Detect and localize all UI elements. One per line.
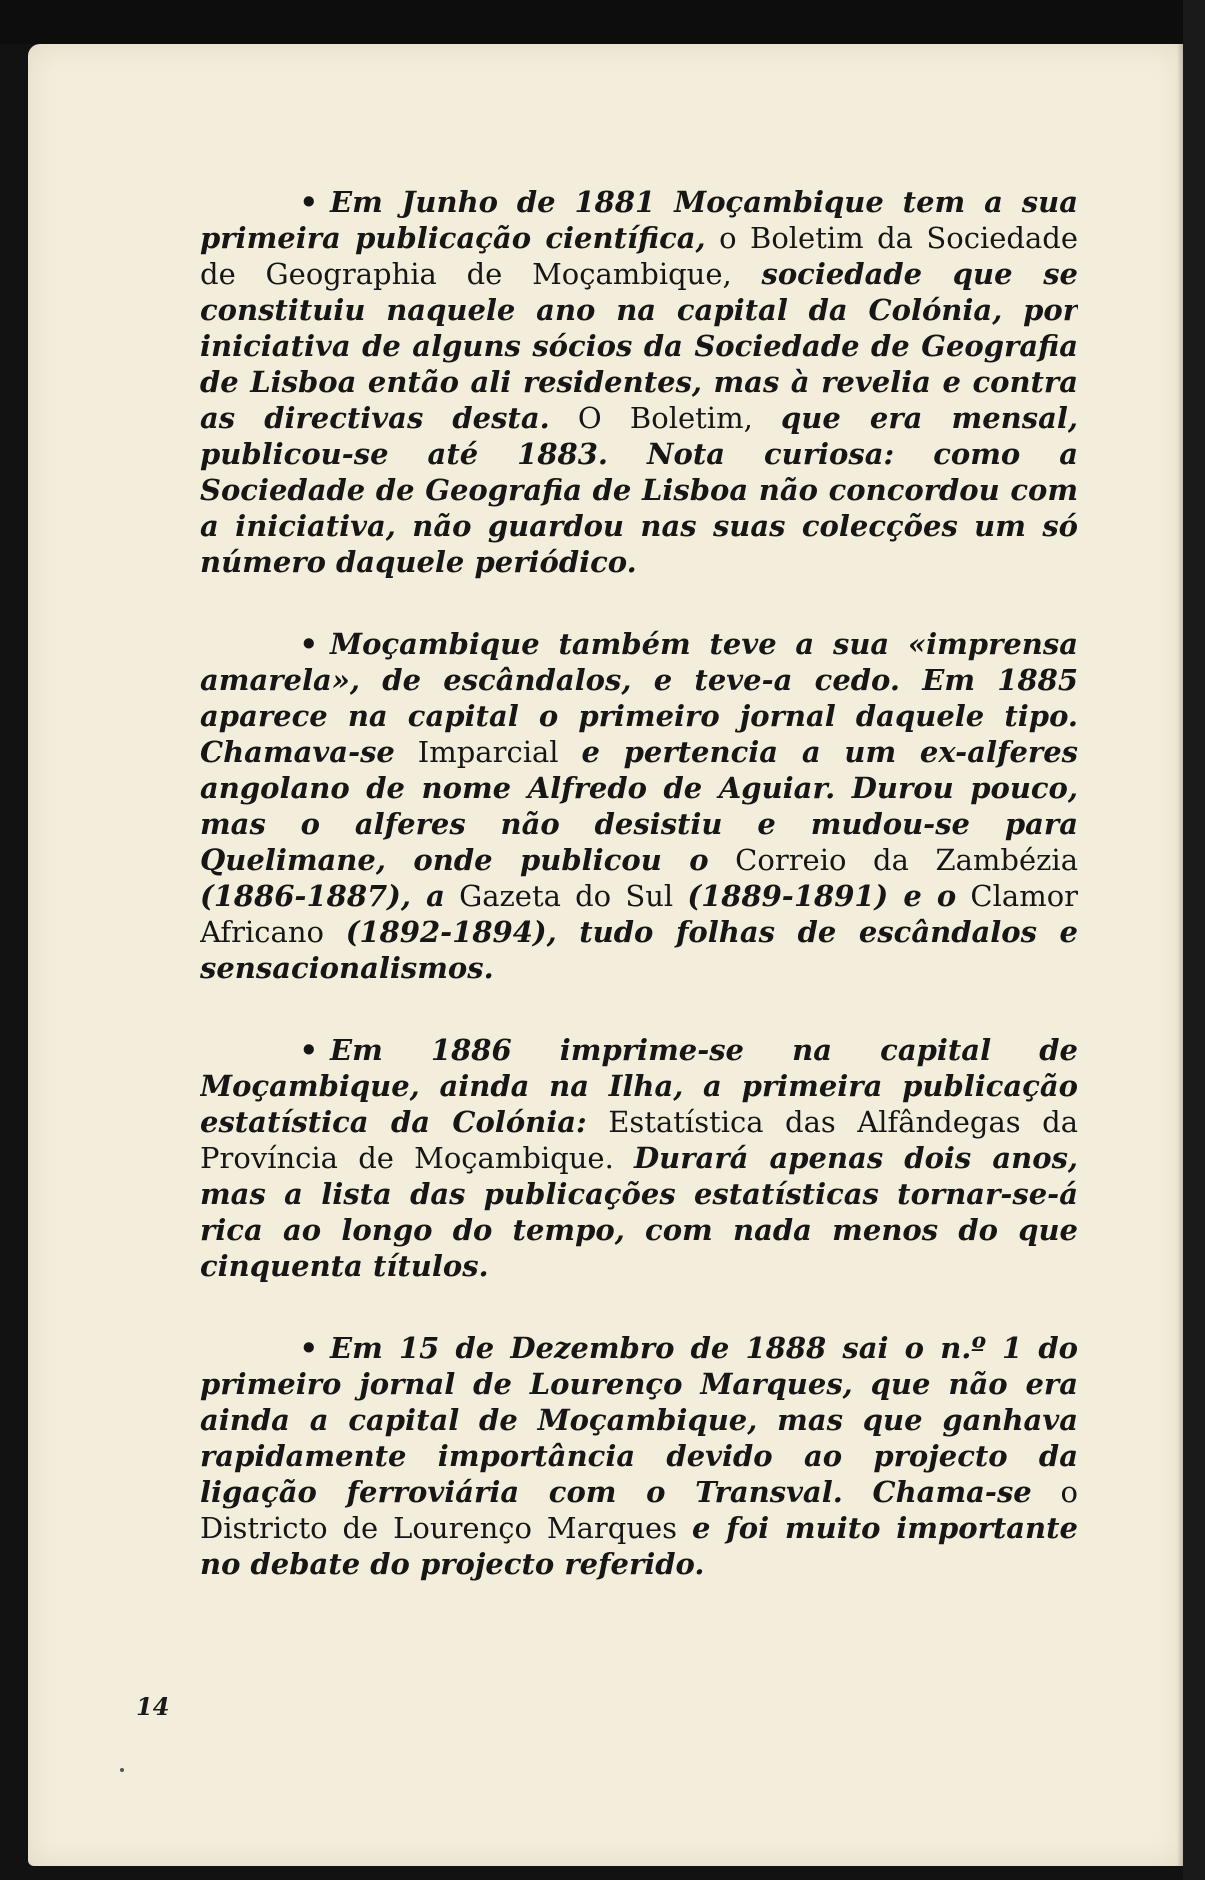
text-segment: Moçambique também teve a sua «imprensa amarela», de escândalos, e teve-a cedo. Em 1885 aparece na capital o primeiro jornal daquele tipo. Chamava-se: [200, 627, 1078, 769]
text-segment: Imparcial: [394, 735, 582, 769]
text-segment: Em 1886 imprime-se na capital de Moçambique, ainda na Ilha, a primeira publicação estatística da Colónia:: [200, 1033, 1078, 1139]
text-segment: (1892-1894), tudo folhas de escândalos e sensacionalismos.: [200, 915, 1078, 985]
bullet-icon: •: [299, 185, 318, 219]
paragraph-4: [200, 1330, 1078, 1582]
bullet-icon: •: [299, 627, 318, 661]
bullet-icon: •: [299, 1033, 318, 1067]
page-speck: [120, 1768, 124, 1772]
text-segment: (1886-1887), a: [200, 879, 445, 913]
text-segment: Gazeta do Sul: [444, 879, 688, 913]
book-page: [28, 44, 1183, 1866]
page-number: 14: [136, 1692, 170, 1721]
top-dark-border: [0, 0, 1205, 44]
text-segment: e pertencia a um ex-alferes angolano de nome Alfredo de Aguiar. Durou pouco, mas o alferes não desistiu e mudou-se para Quelimane, onde publicou o: [200, 735, 1078, 877]
text-segment: que era mensal, publicou-se até 1883. Nota curiosa: como a Sociedade de Geografia de Lisboa não concordou com a iniciativa, não guardou nas suas colecções um só número daquele periódico.: [200, 401, 1078, 579]
text-segment: Correio da Zambézia: [708, 843, 1078, 877]
paragraph-3: [200, 1032, 1078, 1284]
text-segment: Clamor Africano: [200, 879, 1078, 949]
paragraph-2: [200, 626, 1078, 986]
text-segment: Durará apenas dois anos, mas a lista das publicações estatísticas tornar-se-á rica ao longo do tempo, com nada menos do que cinquenta títulos.: [200, 1141, 1078, 1283]
body-text: [200, 184, 1078, 1684]
text-segment: Em 15 de Dezembro de 1888 sai o n.º 1 do primeiro jornal de Lourenço Marques, que não era ainda a capital de Moçambique, mas que ganhava rapidamente importância devido ao projecto da ligação ferroviária com o Transval. Chama-se: [200, 1331, 1078, 1509]
text-segment: o Districto de Lourenço Marques: [200, 1475, 1078, 1545]
text-segment: o Boletim da Sociedade de Geographia de Moçambique,: [200, 221, 1078, 291]
text-segment: Em Junho de 1881 Moçambique tem a sua primeira publicação científica,: [200, 185, 1078, 255]
text-segment: sociedade que se constituiu naquele ano na capital da Colónia, por iniciativa de alguns sócios da Sociedade de Geografia de Lisboa então ali residentes, mas à revelia e contra as directivas desta.: [200, 257, 1078, 435]
paragraph-1: [200, 184, 1078, 580]
text-segment: (1889-1891) e o: [687, 879, 957, 913]
bullet-icon: •: [299, 1331, 318, 1365]
right-dark-border: [1183, 0, 1205, 1880]
text-segment: e foi muito importante no debate do projecto referido.: [200, 1511, 1078, 1581]
text-segment: O Boletim,: [549, 401, 782, 435]
text-segment: Estatística das Alfândegas da Província de Moçambique.: [200, 1105, 1078, 1175]
